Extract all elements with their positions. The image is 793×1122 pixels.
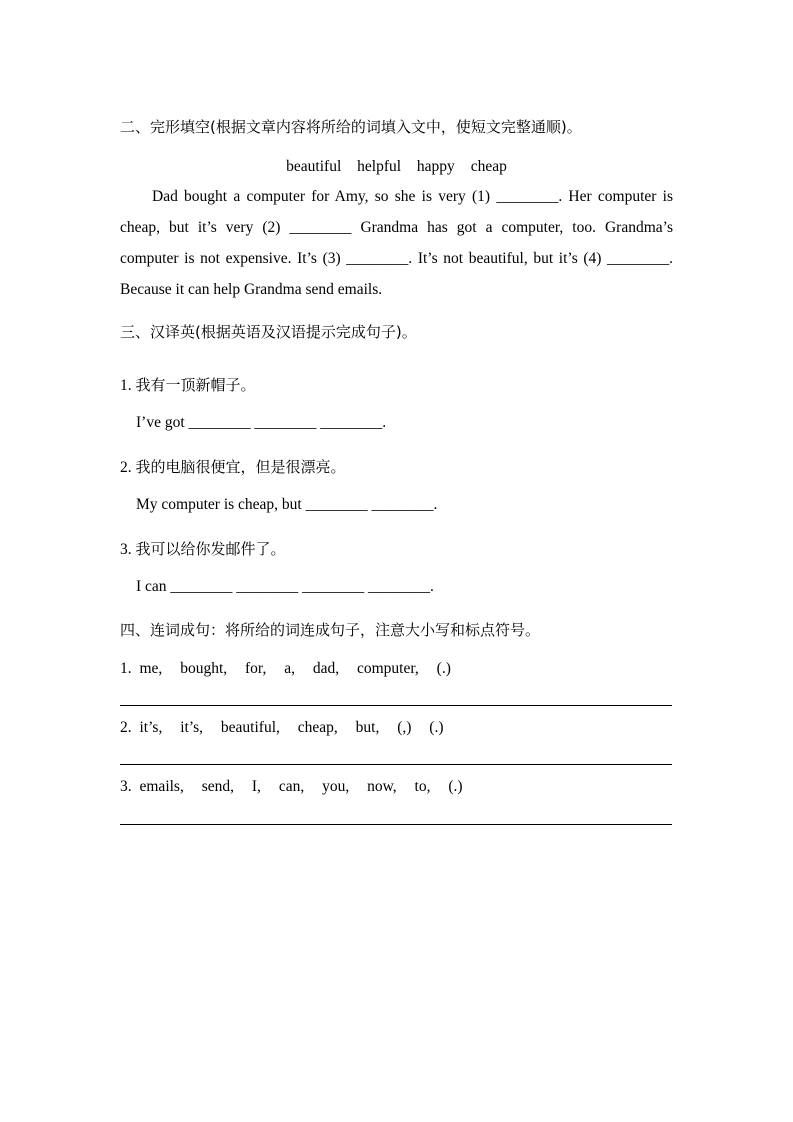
section-2-heading: 二、完形填空(根据文章内容将所给的词填入文中，使短文完整通顺)。 [120,118,582,136]
translation-answer-1: I’ve got ________ ________ ________. [136,414,387,431]
scrambled-word: send, [201,778,235,795]
word-bank-item: cheap [470,158,507,175]
scrambled-word: to, [414,778,431,795]
word-bank-item: happy [416,158,455,175]
translation-answer-2: My computer is cheap, but ________ ________. [136,496,438,513]
question-number: 3. [120,778,132,795]
scrambled-word: (,) [397,719,412,736]
question-chinese: 我可以给你发邮件了。 [135,540,286,558]
answer-line[interactable] [120,705,672,706]
scrambled-word: me, [139,660,163,677]
cloze-passage: Dad bought a computer for Amy, so she is very (1) ________. Her computer is cheap, but it’s very (2) ________ Grandma has got a computer, too. Grandma’s computer is not expensive. It’s (3) ________. It’s not beautiful, but it’s (4) ________. Because it can help Grandma send emails. [120,188,673,298]
word-bank [120,158,673,176]
question-number: 1. [120,377,132,394]
word-order-question-2 [120,719,457,737]
translation-question-3 [120,538,286,559]
scrambled-word: dad, [312,660,340,677]
translation-answer-3: I can ________ ________ ________ ________. [136,578,434,595]
answer-line[interactable] [120,824,672,825]
answer-line[interactable] [120,764,672,765]
question-number: 2. [120,459,132,476]
scrambled-word: cheap, [297,719,338,736]
scrambled-word: computer, [356,660,419,677]
translation-question-2 [120,456,346,477]
word-order-question-3 [120,778,477,796]
question-number: 2. [120,719,132,736]
section-3-heading: 三、汉译英(根据英语及汉语提示完成句子)。 [120,323,417,341]
scrambled-word: a, [284,660,295,677]
worksheet-page [120,0,673,1122]
question-chinese: 我有一顶新帽子。 [135,376,256,394]
scrambled-word: (.) [436,660,451,677]
scrambled-word: (.) [429,719,444,736]
scrambled-word: now, [367,778,397,795]
scrambled-word: emails, [139,778,184,795]
question-number: 3. [120,541,132,558]
scrambled-word: I, [251,778,261,795]
scrambled-word: you, [322,778,350,795]
question-chinese: 我的电脑很便宜，但是很漂亮。 [135,458,346,476]
word-bank-item: beautiful [286,158,342,175]
scrambled-word: can, [278,778,305,795]
word-bank-item: helpful [357,158,402,175]
scrambled-word: bought, [180,660,228,677]
scrambled-word: it’s, [139,719,163,736]
scrambled-word: (.) [448,778,463,795]
word-order-question-1 [120,660,465,678]
scrambled-word: for, [245,660,267,677]
scrambled-word: beautiful, [220,719,280,736]
scrambled-word: it’s, [180,719,204,736]
scrambled-word: but, [355,719,380,736]
section-4-heading: 四、连词成句：将所给的词连成句子，注意大小写和标点符号。 [120,621,541,639]
question-number: 1. [120,660,132,677]
translation-question-1 [120,374,256,395]
